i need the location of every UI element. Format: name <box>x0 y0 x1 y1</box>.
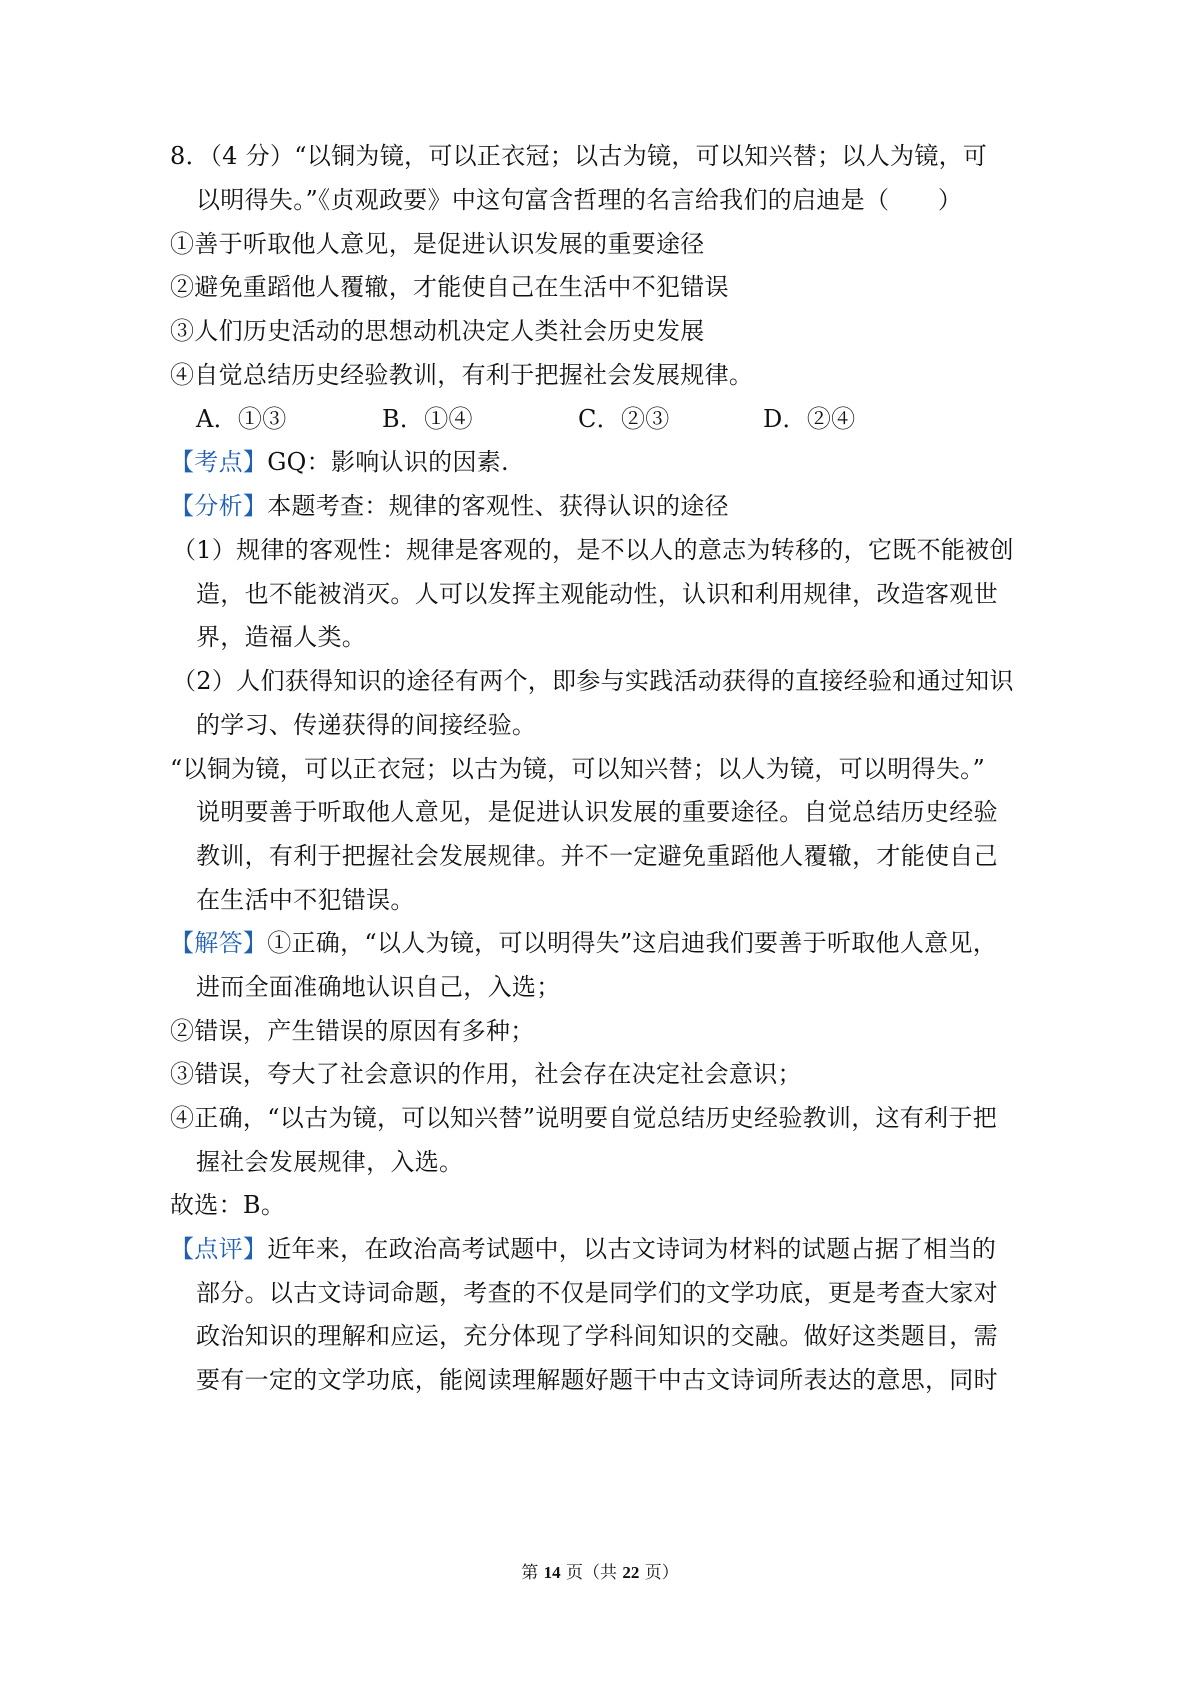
kaodian-tag: 【考点】 <box>170 448 268 476</box>
footer-suffix: 页） <box>639 1563 679 1583</box>
fenxi-tag: 【分析】 <box>170 492 268 520</box>
statement-1: ①善于听取他人意见，是促进认识发展的重要途径 <box>170 230 705 258</box>
kaodian-text: GQ：影响认识的因素. <box>267 448 509 476</box>
kaodian-section <box>170 447 509 477</box>
jieda-tag: 【解答】 <box>170 929 268 957</box>
dianping-section <box>170 1234 996 1264</box>
fenxi-text: 本题考查：规律的客观性、获得认识的途径 <box>267 492 729 520</box>
jieda-answer: 故选：B。 <box>170 1191 286 1219</box>
question-stem-line-2: 以明得失。”《贞观政要》中这句富含哲理的名言给我们的启迪是（ ） <box>196 186 963 214</box>
fenxi-line-2: 造，也不能被消灭。人可以发挥主观能动性，认识和利用规律，改造客观世 <box>196 580 998 608</box>
fenxi-line-9: 在生活中不犯错误。 <box>196 886 415 914</box>
jieda-text: ①正确，“以人为镜，可以明得失”这启迪我们要善于听取他人意见， <box>267 929 998 957</box>
statement-2: ②避免重蹈他人覆辙，才能使自己在生活中不犯错误 <box>170 273 729 301</box>
fenxi-section <box>170 491 729 521</box>
fenxi-line-5: 的学习、传递获得的间接经验。 <box>196 711 537 739</box>
statement-4: ④自觉总结历史经验教训，有利于把握社会发展规律。 <box>170 361 754 389</box>
fenxi-line-7: 说明要善于听取他人意见，是促进认识发展的重要途径。自觉总结历史经验 <box>196 798 998 826</box>
option-a: A．①③ <box>196 405 287 433</box>
dianping-line-2: 政治知识的理解和应运，充分体现了学科间知识的交融。做好这类题目，需 <box>196 1322 998 1350</box>
fenxi-line-3: 界，造福人类。 <box>196 623 367 651</box>
jieda-line-4: ④正确，“以古为镜，可以知兴替”说明要自觉总结历史经验教训，这有利于把 <box>170 1104 998 1132</box>
dianping-line-3: 要有一定的文学功底，能阅读理解题好题干中古文诗词所表达的意思，同时 <box>196 1366 998 1394</box>
jieda-line-5: 握社会发展规律，入选。 <box>196 1148 464 1176</box>
option-c: C．②③ <box>578 405 670 433</box>
jieda-line-3: ③错误，夸大了社会意识的作用，社会存在决定社会意识； <box>170 1060 802 1088</box>
fenxi-line-4: （2）人们获得知识的途径有两个，即参与实践活动获得的直接经验和通过知识 <box>172 667 1014 695</box>
fenxi-line-8: 教训，有利于把握社会发展规律。并不一定避免重蹈他人覆辙，才能使自己 <box>196 842 998 870</box>
jieda-line-2: ②错误，产生错误的原因有多种； <box>170 1017 535 1045</box>
fenxi-line-1: （1）规律的客观性：规律是客观的，是不以人的意志为转移的，它既不能被创 <box>172 536 1014 564</box>
dianping-text: 近年来，在政治高考试题中，以古文诗词为材料的试题占据了相当的 <box>267 1235 997 1263</box>
fenxi-line-6: “以铜为镜，可以正衣冠；以古为镜，可以知兴替；以人为镜，可以明得失。” <box>170 755 986 783</box>
footer-page-number: 14 <box>543 1563 561 1582</box>
statement-3: ③人们历史活动的思想动机决定人类社会历史发展 <box>170 317 705 345</box>
option-b: B．①④ <box>382 405 473 433</box>
option-d: D．②④ <box>763 405 856 433</box>
question-stem-line-1: 8．（4 分）“以铜为镜，可以正衣冠；以古为镜，可以知兴替；以人为镜，可 <box>170 142 988 170</box>
footer-prefix: 第 <box>521 1563 544 1583</box>
jieda-section <box>170 928 997 958</box>
page-footer <box>0 1562 1200 1584</box>
jieda-line-1: 进而全面准确地认识自己，入选； <box>196 973 561 1001</box>
footer-total-pages: 22 <box>622 1563 640 1582</box>
dianping-line-1: 部分。以古文诗词命题，考查的不仅是同学们的文学功底，更是考查大家对 <box>196 1279 998 1307</box>
footer-middle: 页（共 <box>560 1563 623 1583</box>
dianping-tag: 【点评】 <box>170 1235 268 1263</box>
